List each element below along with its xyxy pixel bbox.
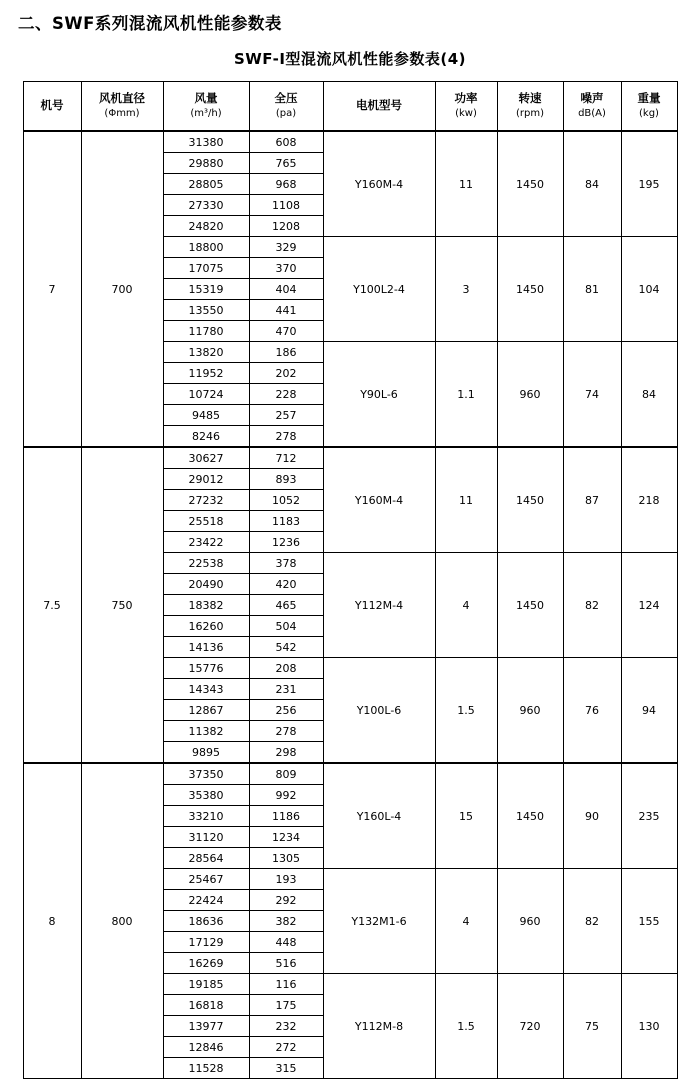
cell-pressure: 809: [249, 763, 323, 785]
cell-diameter: 700: [81, 131, 163, 447]
col-header-diameter: [81, 82, 163, 132]
header-label: 电机型号: [356, 98, 402, 113]
cell-flow: 16818: [163, 995, 249, 1016]
cell-flow: 25518: [163, 511, 249, 532]
cell-flow: 9485: [163, 405, 249, 426]
cell-pressure: 968: [249, 174, 323, 195]
header-unit: (kw): [455, 108, 477, 119]
cell-flow: 27330: [163, 195, 249, 216]
cell-noise: 84: [563, 131, 621, 237]
cell-flow: 11528: [163, 1058, 249, 1079]
cell-flow: 22424: [163, 890, 249, 911]
header-label: 转速: [518, 91, 542, 106]
cell-pressure: 448: [249, 932, 323, 953]
cell-pressure: 202: [249, 363, 323, 384]
cell-pressure: 1052: [249, 490, 323, 511]
cell-speed: 1450: [497, 553, 563, 658]
cell-pressure: 292: [249, 890, 323, 911]
cell-flow: 18800: [163, 237, 249, 258]
cell-flow: 25467: [163, 869, 249, 890]
document-page: [0, 10, 700, 1075]
cell-motor-model: Y132M1-6: [323, 869, 435, 974]
cell-power: 4: [435, 553, 497, 658]
cell-speed: 960: [497, 342, 563, 448]
cell-pressure: 420: [249, 574, 323, 595]
cell-pressure: 193: [249, 869, 323, 890]
cell-flow: 31120: [163, 827, 249, 848]
cell-pressure: 208: [249, 658, 323, 679]
cell-pressure: 272: [249, 1037, 323, 1058]
cell-pressure: 712: [249, 447, 323, 469]
col-header-motor-model: [323, 82, 435, 132]
cell-pressure: 378: [249, 553, 323, 574]
cell-flow: 11382: [163, 721, 249, 742]
col-header-weight: [621, 82, 677, 132]
cell-power: 15: [435, 763, 497, 869]
cell-pressure: 1183: [249, 511, 323, 532]
cell-pressure: 1234: [249, 827, 323, 848]
cell-speed: 1450: [497, 447, 563, 553]
cell-flow: 35380: [163, 785, 249, 806]
header-label: 风机直径: [99, 91, 145, 106]
cell-power: 1.1: [435, 342, 497, 448]
cell-flow: 20490: [163, 574, 249, 595]
cell-weight: 104: [621, 237, 677, 342]
cell-motor-model: Y160M-4: [323, 447, 435, 553]
cell-pressure: 257: [249, 405, 323, 426]
cell-model-no: 8: [23, 763, 81, 1079]
cell-model-no: 7: [23, 131, 81, 447]
cell-power: 4: [435, 869, 497, 974]
cell-motor-model: Y90L-6: [323, 342, 435, 448]
cell-weight: 235: [621, 763, 677, 869]
cell-weight: 195: [621, 131, 677, 237]
header-row: [23, 82, 677, 132]
header-unit: dB(A): [578, 108, 606, 119]
cell-flow: 15319: [163, 279, 249, 300]
cell-pressure: 516: [249, 953, 323, 974]
cell-pressure: 1236: [249, 532, 323, 553]
cell-flow: 17129: [163, 932, 249, 953]
cell-pressure: 542: [249, 637, 323, 658]
cell-pressure: 232: [249, 1016, 323, 1037]
page-title: SWF-I型混流风机性能参数表(4): [233, 50, 467, 68]
cell-pressure: 470: [249, 321, 323, 342]
header-unit: (rpm): [515, 108, 544, 119]
cell-weight: 155: [621, 869, 677, 974]
cell-pressure: 315: [249, 1058, 323, 1079]
cell-pressure: 278: [249, 721, 323, 742]
cell-speed: 960: [497, 658, 563, 764]
col-header-model-no: [23, 82, 81, 132]
cell-pressure: 382: [249, 911, 323, 932]
cell-flow: 15776: [163, 658, 249, 679]
cell-motor-model: Y100L-6: [323, 658, 435, 764]
cell-noise: 87: [563, 447, 621, 553]
cell-flow: 12846: [163, 1037, 249, 1058]
header-label: 全压: [274, 91, 298, 106]
cell-flow: 14343: [163, 679, 249, 700]
cell-pressure: 465: [249, 595, 323, 616]
col-header-flow: [163, 82, 249, 132]
cell-power: 3: [435, 237, 497, 342]
col-header-noise: [563, 82, 621, 132]
cell-pressure: 329: [249, 237, 323, 258]
cell-flow: 13820: [163, 342, 249, 363]
cell-flow: 33210: [163, 806, 249, 827]
cell-noise: 74: [563, 342, 621, 448]
cell-speed: 1450: [497, 763, 563, 869]
cell-motor-model: Y112M-8: [323, 974, 435, 1079]
cell-diameter: 750: [81, 447, 163, 763]
header-unit: (pa): [275, 108, 297, 119]
cell-motor-model: Y160L-4: [323, 763, 435, 869]
cell-pressure: 116: [249, 974, 323, 995]
cell-flow: 19185: [163, 974, 249, 995]
cell-flow: 24820: [163, 216, 249, 237]
cell-noise: 75: [563, 974, 621, 1079]
cell-pressure: 404: [249, 279, 323, 300]
cell-pressure: 992: [249, 785, 323, 806]
cell-flow: 16260: [163, 616, 249, 637]
cell-noise: 90: [563, 763, 621, 869]
header-label: 噪声: [580, 91, 604, 106]
cell-power: 11: [435, 447, 497, 553]
fan-spec-table: [23, 81, 678, 1079]
cell-flow: 11952: [163, 363, 249, 384]
cell-weight: 218: [621, 447, 677, 553]
cell-flow: 18636: [163, 911, 249, 932]
table-row: [23, 447, 677, 469]
col-header-power: [435, 82, 497, 132]
section-heading: 二、SWF系列混流风机性能参数表: [18, 14, 282, 33]
cell-pressure: 504: [249, 616, 323, 637]
cell-flow: 22538: [163, 553, 249, 574]
header-unit: (m³/h): [190, 108, 222, 119]
cell-flow: 12867: [163, 700, 249, 721]
cell-speed: 1450: [497, 131, 563, 237]
cell-noise: 81: [563, 237, 621, 342]
cell-flow: 23422: [163, 532, 249, 553]
header-unit: (Φmm): [104, 108, 140, 119]
cell-noise: 82: [563, 553, 621, 658]
cell-speed: 1450: [497, 237, 563, 342]
cell-flow: 9895: [163, 742, 249, 764]
cell-weight: 94: [621, 658, 677, 764]
cell-pressure: 441: [249, 300, 323, 321]
cell-flow: 29880: [163, 153, 249, 174]
cell-weight: 130: [621, 974, 677, 1079]
cell-flow: 10724: [163, 384, 249, 405]
header-label: 风量: [194, 91, 218, 106]
cell-noise: 82: [563, 869, 621, 974]
cell-power: 11: [435, 131, 497, 237]
cell-pressure: 175: [249, 995, 323, 1016]
cell-flow: 28805: [163, 174, 249, 195]
cell-pressure: 608: [249, 131, 323, 153]
cell-flow: 8246: [163, 426, 249, 448]
cell-pressure: 765: [249, 153, 323, 174]
cell-flow: 14136: [163, 637, 249, 658]
cell-pressure: 893: [249, 469, 323, 490]
cell-speed: 960: [497, 869, 563, 974]
cell-flow: 16269: [163, 953, 249, 974]
header-label: 功率: [454, 91, 478, 106]
cell-noise: 76: [563, 658, 621, 764]
cell-flow: 30627: [163, 447, 249, 469]
table-body: [23, 131, 677, 1079]
cell-pressure: 1305: [249, 848, 323, 869]
cell-pressure: 298: [249, 742, 323, 764]
table-row: [23, 763, 677, 785]
cell-flow: 37350: [163, 763, 249, 785]
cell-diameter: 800: [81, 763, 163, 1079]
header-unit: (kg): [639, 108, 659, 119]
cell-flow: 28564: [163, 848, 249, 869]
cell-flow: 29012: [163, 469, 249, 490]
cell-flow: 31380: [163, 131, 249, 153]
cell-pressure: 231: [249, 679, 323, 700]
table-header: [23, 82, 677, 132]
cell-pressure: 1208: [249, 216, 323, 237]
cell-pressure: 1108: [249, 195, 323, 216]
cell-power: 1.5: [435, 658, 497, 764]
cell-weight: 84: [621, 342, 677, 448]
cell-speed: 720: [497, 974, 563, 1079]
cell-flow: 17075: [163, 258, 249, 279]
cell-pressure: 1186: [249, 806, 323, 827]
cell-pressure: 228: [249, 384, 323, 405]
cell-flow: 18382: [163, 595, 249, 616]
cell-pressure: 256: [249, 700, 323, 721]
cell-flow: 27232: [163, 490, 249, 511]
cell-weight: 124: [621, 553, 677, 658]
col-header-pressure: [249, 82, 323, 132]
cell-pressure: 370: [249, 258, 323, 279]
table-row: [23, 131, 677, 153]
cell-pressure: 278: [249, 426, 323, 448]
header-label: 重量: [637, 91, 661, 106]
cell-flow: 11780: [163, 321, 249, 342]
col-header-speed: [497, 82, 563, 132]
cell-power: 1.5: [435, 974, 497, 1079]
cell-model-no: 7.5: [23, 447, 81, 763]
cell-motor-model: Y160M-4: [323, 131, 435, 237]
cell-motor-model: Y100L2-4: [323, 237, 435, 342]
header-label: 机号: [40, 98, 64, 113]
cell-flow: 13977: [163, 1016, 249, 1037]
cell-flow: 13550: [163, 300, 249, 321]
cell-motor-model: Y112M-4: [323, 553, 435, 658]
cell-pressure: 186: [249, 342, 323, 363]
